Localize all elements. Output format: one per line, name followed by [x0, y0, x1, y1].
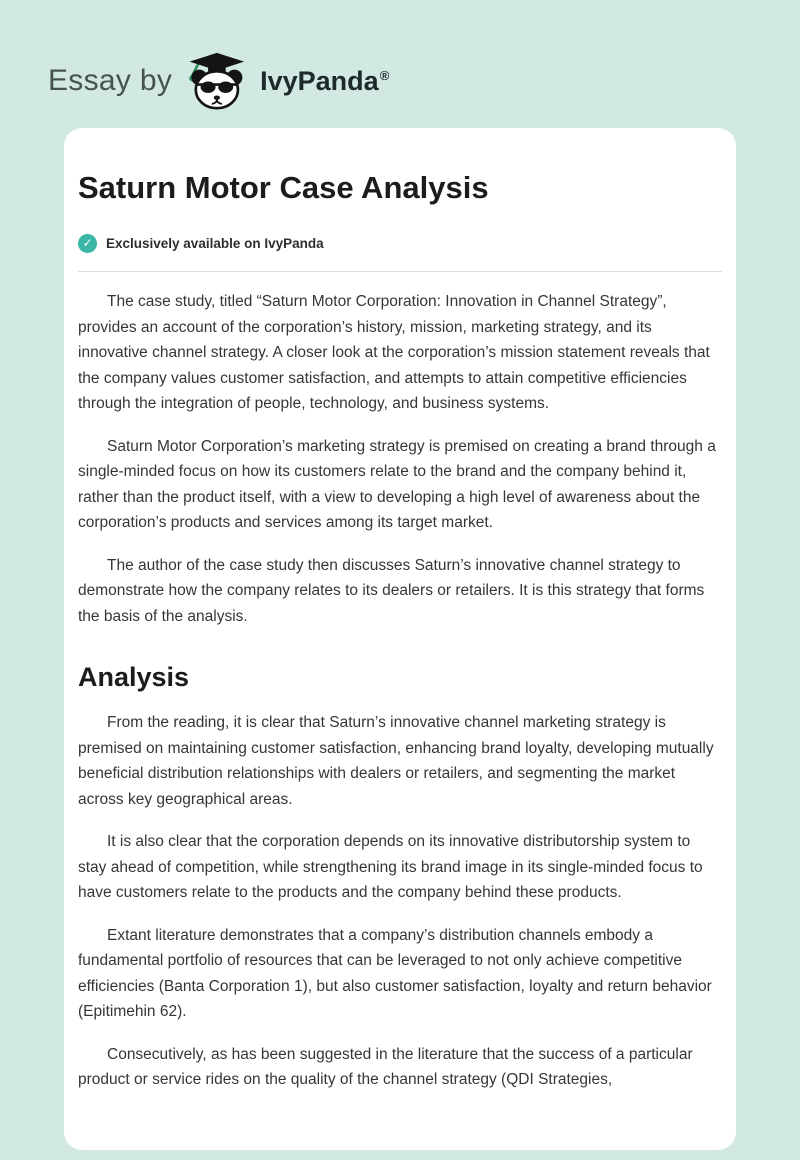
check-icon: ✓	[78, 234, 97, 253]
paragraph-analysis-2: It is also clear that the corporation depends on its innovative distributorship system to stay ahead of competition, while strengthening its brand image in its single-minded focus to have customers relate to the products and the company behind these products.	[78, 833, 703, 901]
paragraph-analysis-1: From the reading, it is clear that Saturn’s innovative channel marketing strategy is premised on maintaining customer satisfaction, enhancing brand loyalty, developing mutually beneficial distribution relationships with dealers or retailers, and segmenting the market across key geographical areas.	[78, 714, 714, 808]
essay-title: Saturn Motor Case Analysis	[78, 170, 489, 205]
brand-name[interactable]	[260, 66, 388, 97]
registered-mark: ®	[379, 67, 390, 83]
header	[0, 0, 800, 128]
paragraph-analysis-3: Extant literature demonstrates that a company’s distribution channels embody a fundamental portfolio of resources that can be leveraged to not only achieve competitive efficiencies (Banta Corporation 1), but also customer satisfaction, loyalty and return behavior (Epitimehin 62).	[78, 926, 712, 1020]
availability-label: Exclusively available on IvyPanda	[106, 236, 324, 251]
availability-row	[78, 234, 722, 253]
section-heading-analysis: Analysis	[78, 662, 190, 692]
essay-by-label: Essay by	[48, 64, 173, 97]
paragraph-analysis-4: Consecutively, as has been suggested in the literature that the success of a particular product or service rides on the quality of the channel strategy (QDI Strategies,	[78, 1045, 693, 1088]
paragraph-intro-3: The author of the case study then discusses Saturn’s innovative channel strategy to demonstrate how the company relates to its dealers or retailers. It is this strategy that forms the basis of the analysis.	[78, 556, 705, 625]
paragraph-intro-2: Saturn Motor Corporation’s marketing strategy is premised on creating a brand through a single-minded focus on how its customers relate to the brand and the company behind it, rather than the product itself, with a view to developing a high level of awareness about the corporation’s products and services among its target market.	[78, 437, 716, 531]
essay-card	[64, 128, 736, 1150]
paragraph-intro-1: The case study, titled “Saturn Motor Corporation: Innovation in Channel Strategy”, provides an account of the corporation’s history, mission, marketing strategy, and its innovative channel strategy. A closer look at the corporation’s mission statement reveals that the company values customer satisfaction, and attempts to attain competitive efficiencies through the integration of people, technology, and business systems.	[78, 293, 710, 412]
ivypanda-panda-logo-icon[interactable]	[184, 52, 248, 110]
divider	[78, 271, 722, 272]
brand-name-text: IvyPanda	[260, 65, 379, 96]
